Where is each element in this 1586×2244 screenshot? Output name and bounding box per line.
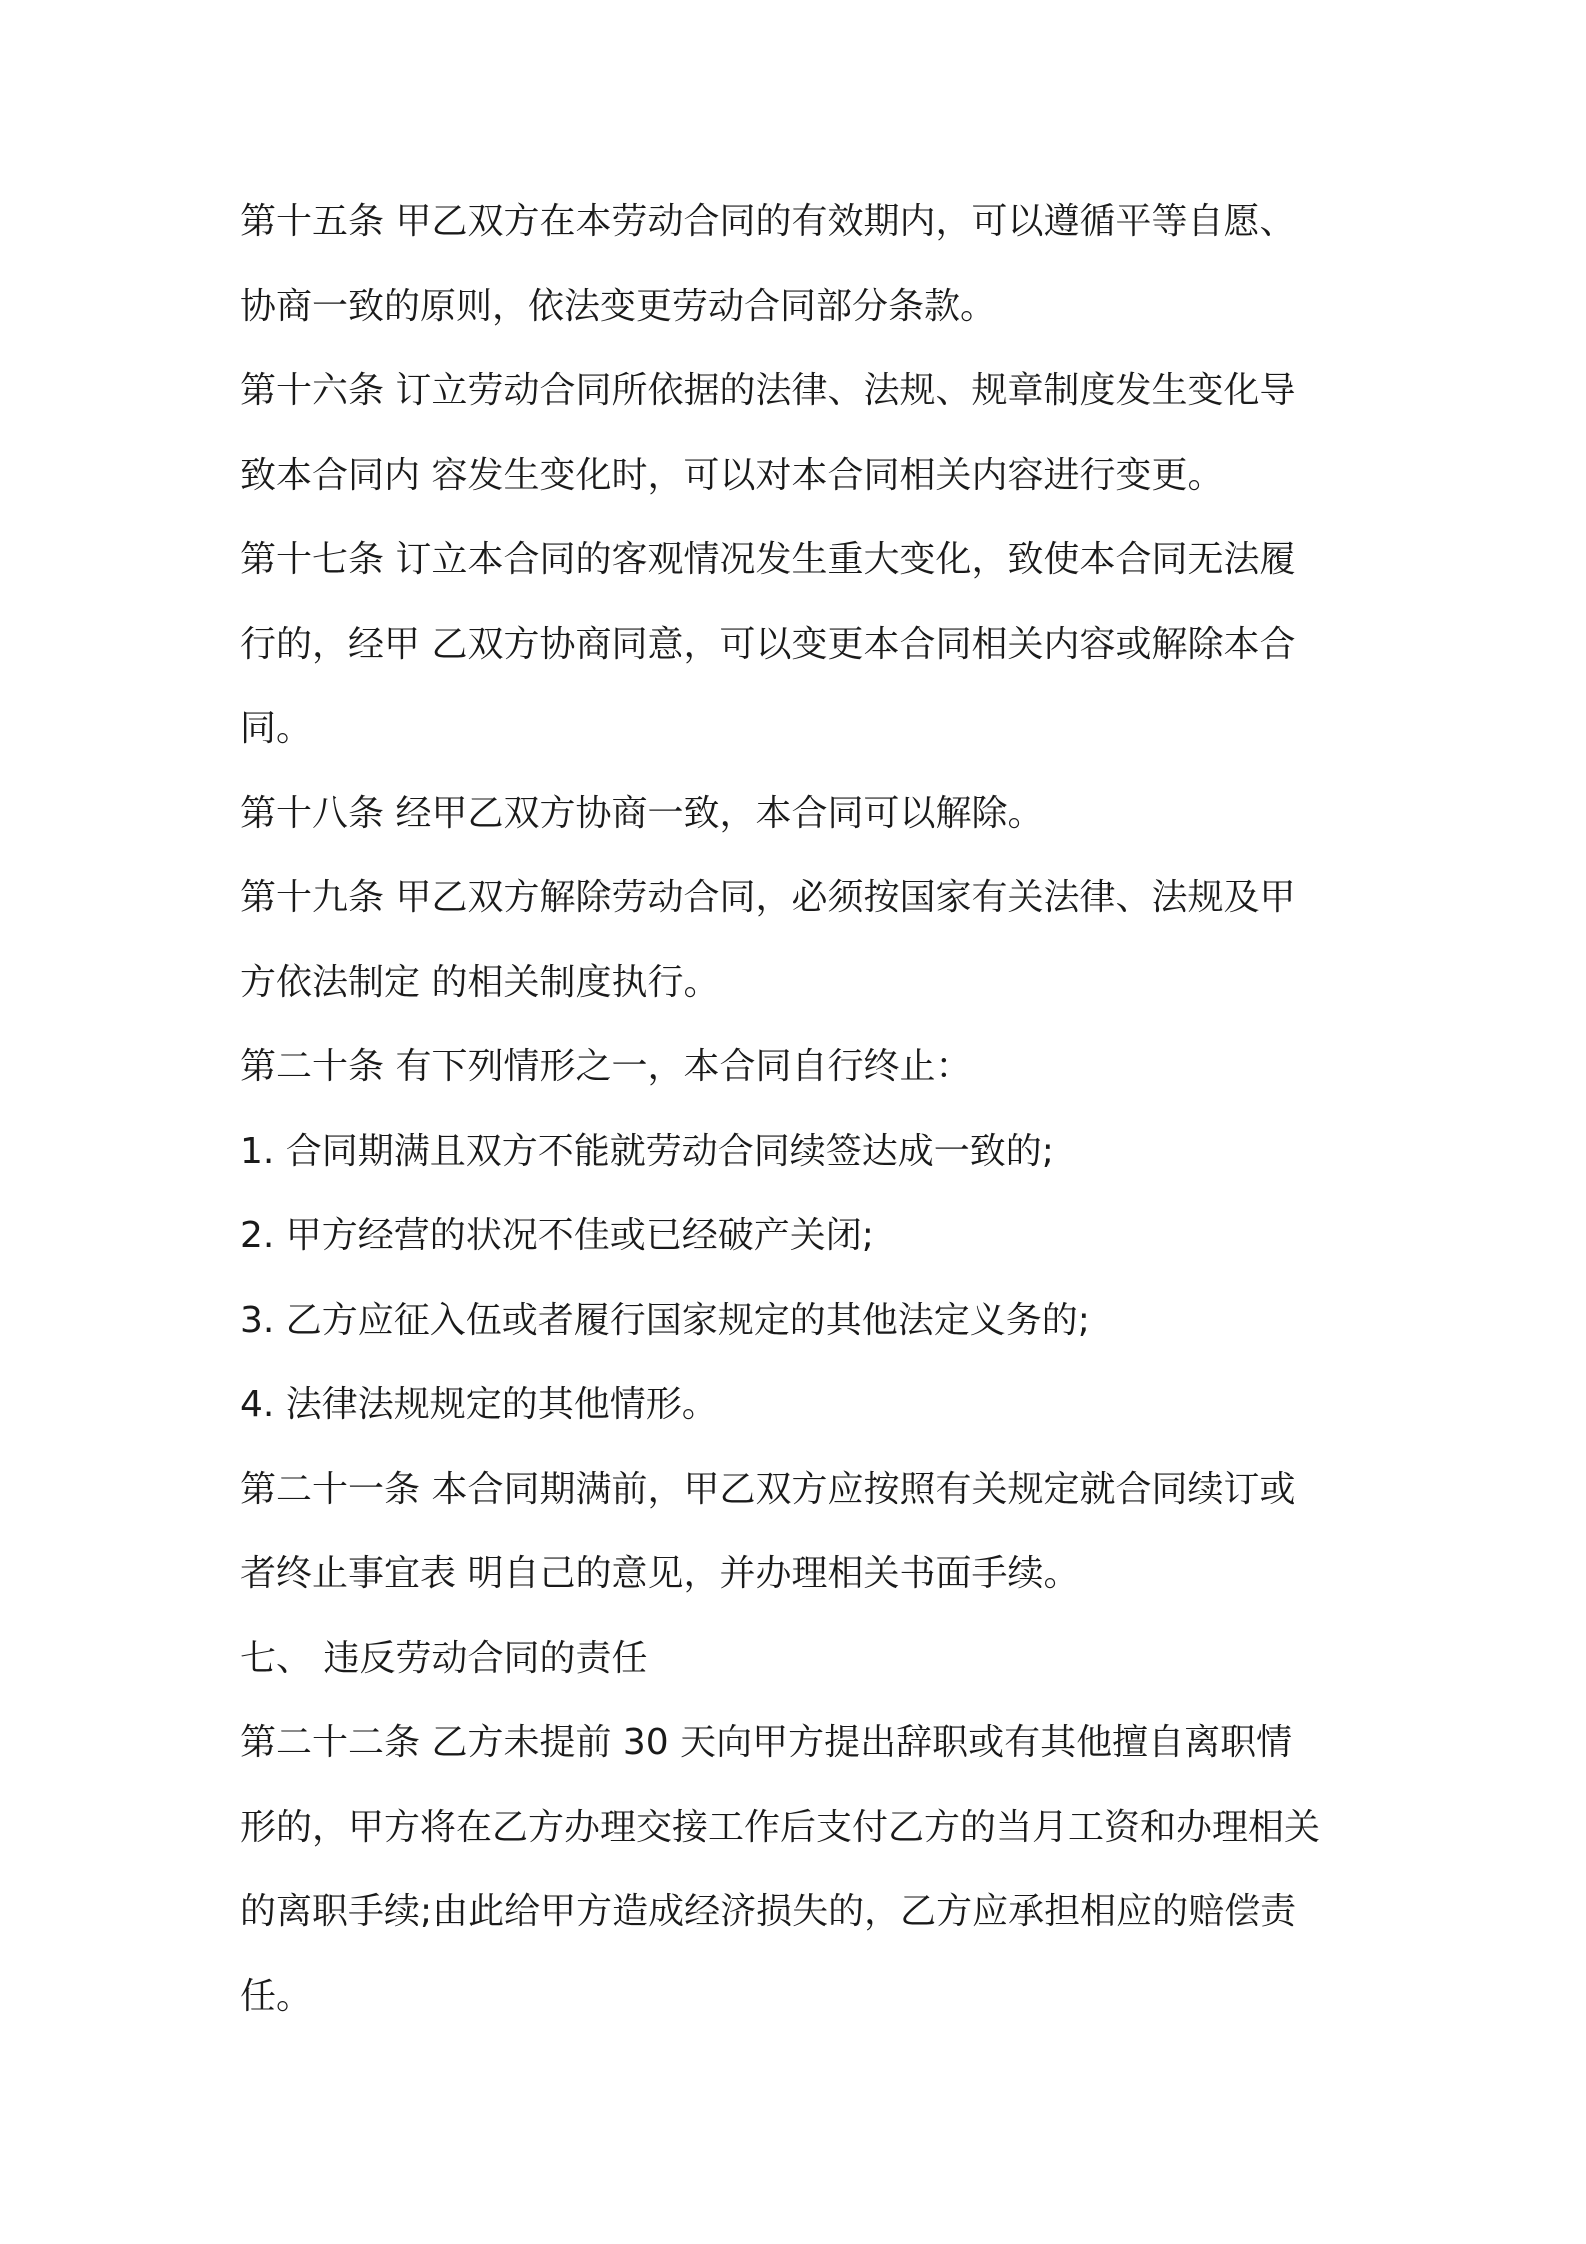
section-heading: 七、 违反劳动合同的责任 [240,1637,648,1679]
list-item: 2. 甲方经营的状况不佳或已经破产关闭; [240,1215,874,1256]
document-body [240,200,1360,2039]
list-item: 3. 乙方应征入伍或者履行国家规定的其他法定义务的; [240,1299,1090,1341]
text-line: 第二十条 有下列情形之一，本合同自行终止： [240,1046,972,1087]
text-line: 第二十二条 乙方未提前 30 天向甲方提出辞职或有其他擅自离职情 [240,1722,1293,1763]
text-line: 的离职手续;由此给甲方造成经济损失的，乙方应承担相应的赔偿责 [240,1891,1297,1932]
text-line: 同。 [240,708,313,749]
text-line: 第十五条 甲乙双方在本劳动合同的有效期内，可以遵循平等自愿、 [240,201,1296,242]
text-line: 任。 [240,1975,313,2017]
list-item: 1. 合同期满且双方不能就劳动合同续签达成一致的; [240,1130,1054,1172]
text-line: 第二十一条 本合同期满前，甲乙双方应按照有关规定就合同续订或 [240,1468,1296,1510]
text-line: 致本合同内 容发生变化时，可以对本合同相关内容进行变更。 [240,454,1224,496]
text-line: 第十七条 订立本合同的客观情况发生重大变化，致使本合同无法履 [240,539,1296,580]
list-item: 4. 法律法规规定的其他情形。 [240,1384,718,1425]
text-line: 第十八条 经甲乙双方协商一致，本合同可以解除。 [240,792,1044,834]
text-line: 第十九条 甲乙双方解除劳动合同，必须按国家有关法律、法规及甲 [240,877,1296,918]
text-line: 形的，甲方将在乙方办理交接工作后支付乙方的当月工资和办理相关 [240,1806,1321,1848]
text-line: 者终止事宜表 明自己的意见，并办理相关书面手续。 [240,1553,1080,1594]
text-line: 行的，经甲 乙双方协商同意，可以变更本合同相关内容或解除本合 [240,623,1296,665]
text-line: 方依法制定 的相关制度执行。 [240,961,720,1003]
text-line: 第十六条 订立劳动合同所依据的法律、法规、规章制度发生变化导 [240,370,1296,411]
text-line: 协商一致的原则，依法变更劳动合同部分条款。 [240,285,997,327]
